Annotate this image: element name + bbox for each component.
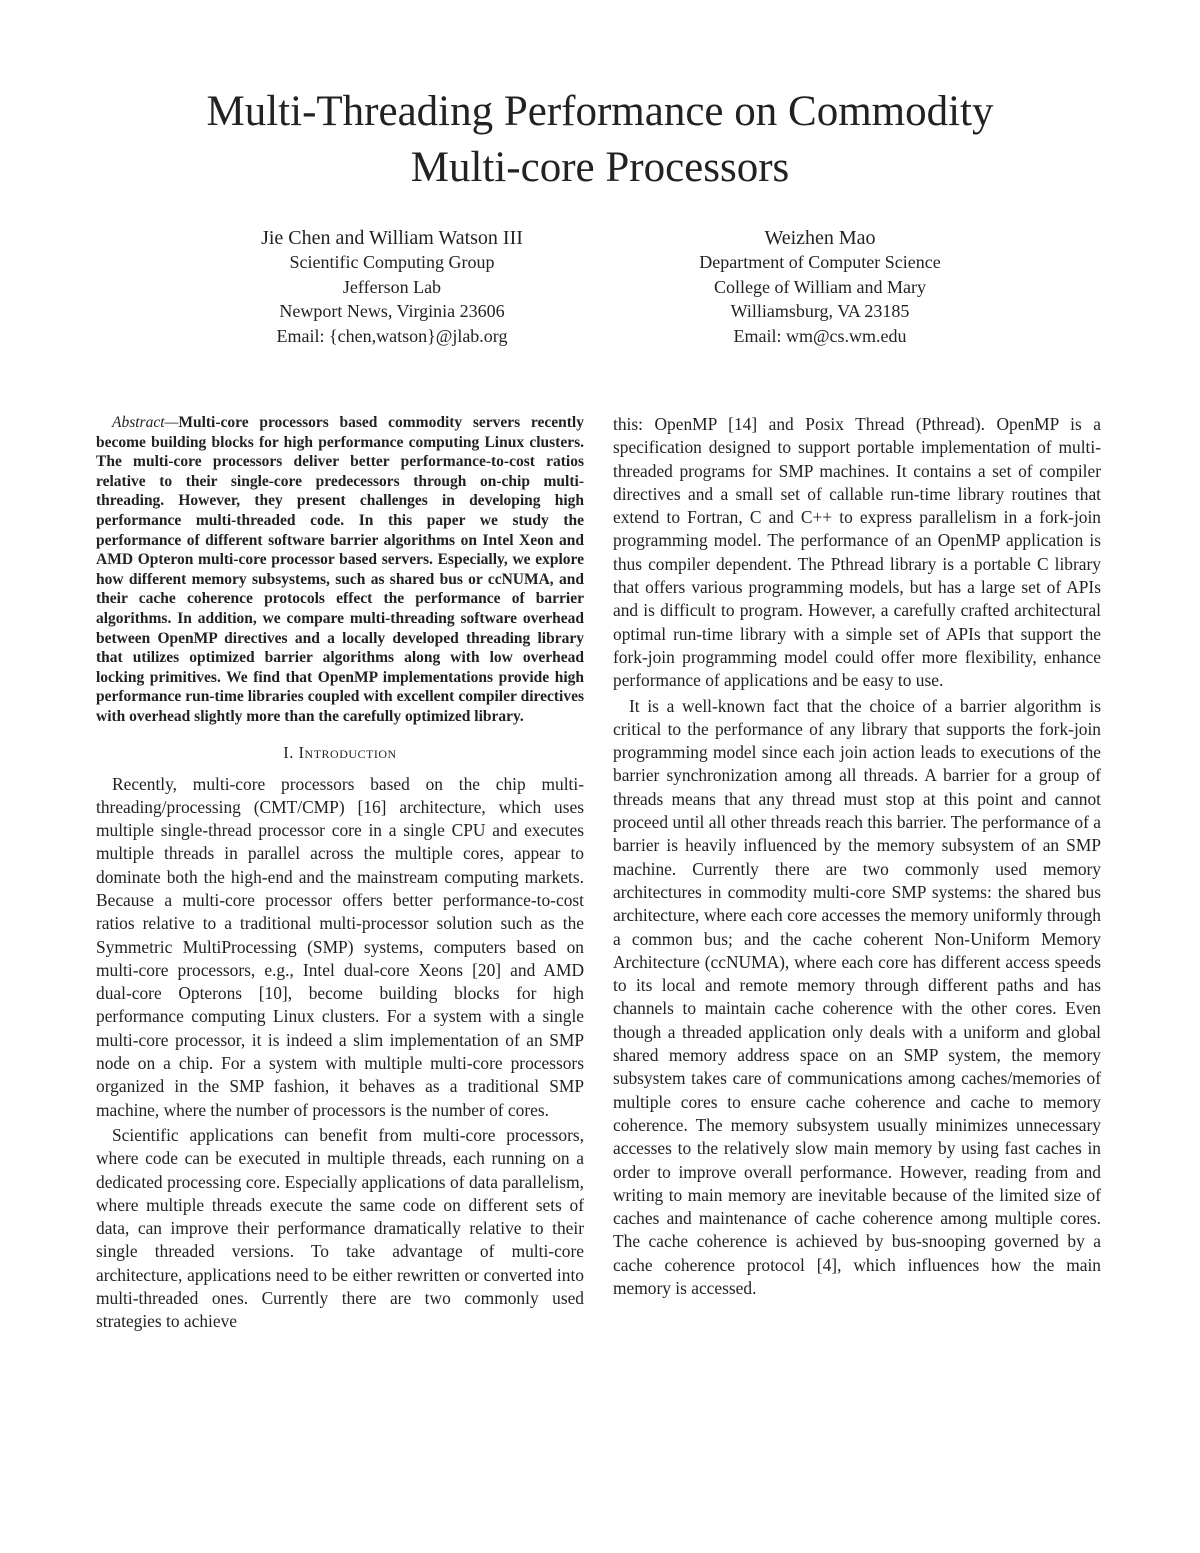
intro-paragraph-2: Scientific applications can benefit from multi-core processors, where code can be executed in multiple threads, each running on a dedicated processing core. Especially applications of data parallelism, where multiple threads execute the same code on different sets of data, can improve their performance dramatically relative to their single threaded versions. To take advantage of multi-core architecture, applications need to be either rewritten or converted into multi-threaded ones. Currently there are two commonly used strategies to achieve bbox=[96, 1124, 584, 1332]
abstract: Abstract—Multi-core processors based commodity servers recently become building blocks for high performance computing Linux clusters. The multi-core processors deliver better performance-to-cost ratios relative to their single-core predecessors through on-chip multi-threading. However, they present challenges in developing high performance multi-threaded code. In this paper we study the performance of different software barrier algorithms on Intel Xeon and AMD Opteron multi-core processor based servers. Especially, we explore how different memory subsystems, such as shared bus or ccNUMA, and their cache coherence protocols effect the performance of barrier algorithms. In addition, we compare multi-threading software overhead between OpenMP directives and a locally developed threading library that utilizes optimized barrier algorithms along with low overhead locking primitives. We find that OpenMP implementations provide high performance run-time libraries coupled with excellent compiler directives with overhead slightly more than the carefully optimized library. bbox=[96, 414, 584, 725]
intro-paragraph-1: Recently, multi-core processors based on the chip multi-threading/processing (CMT/CMP) [16] architecture, which uses multiple single-thread processor core in a single CPU and executes multiple threads in parallel across the multiple cores, appear to dominate both the high-end and the mainstream computing markets. Because a multi-core processor offers better performance-to-cost ratios relative to a traditional multi-processor solution such as the Symmetric MultiProcessing (SMP) systems, computers based on multi-core processors, e.g., Intel dual-core Xeons [20] and AMD dual-core Opterons [10], become building blocks for high performance computing Linux clusters. For a system with a single multi-core processor, it is indeed a slim implementation of an SMP node on a chip. For a system with multiple multi-core processors organized in the SMP fashion, it behaves as a traditional SMP machine, where the number of processors is the number of cores. bbox=[96, 773, 584, 1120]
intro-paragraph-continued: this: OpenMP [14] and Posix Thread (Pthread). OpenMP is a specification designed to support portable implementation of multi-threaded programs for SMP machines. It contains a set of compiler directives and a small set of callable run-time library routines that extend to Fortran, C and C++ to express parallelism in a fork-join programming model. The performance of an OpenMP application is thus compiler dependent. The Pthread library is a portable C library that offers various programming models, but has a large set of APIs and is difficult to program. However, a carefully crafted architectural optimal run-time library with a simple set of APIs that support the fork-join programming model could offer more flexibility, enhance performance of applications and be easy to use. bbox=[613, 414, 1101, 691]
author-affiliation-college: College of William and Mary bbox=[714, 276, 926, 297]
right-column bbox=[613, 413, 1101, 1300]
author-address: Newport News, Virginia 23606 bbox=[279, 301, 505, 321]
abstract-text: Multi-core processors based commodity servers recently become building blocks for high performance computing Linux clusters. The multi-core processors deliver better performance-to-cost ratios relative to their single-core predecessors through on-chip multi-threading. However, they present challenges in developing high performance multi-threaded code. In this paper we study the performance of different software barrier algorithms on Intel Xeon and AMD Opteron multi-core processor based servers. Especially, we explore how different memory subsystems, such as shared bus or ccNUMA, and their cache coherence protocols effect the performance of barrier algorithms. In addition, we compare multi-threading software overhead between OpenMP directives and a locally developed threading library that utilizes optimized barrier algorithms along with low overhead locking primitives. We find that OpenMP implementations provide high performance run-time libraries coupled with excellent compiler directives with overhead slightly more than the carefully optimized library. bbox=[96, 414, 584, 725]
author-names: Jie Chen and William Watson III bbox=[261, 227, 523, 249]
author-email: Email: wm@cs.wm.edu bbox=[733, 325, 907, 346]
section-heading-introduction bbox=[96, 743, 584, 763]
title-line-1: Multi-Threading Performance on Commodity bbox=[206, 88, 994, 135]
section-number: I. bbox=[283, 742, 294, 762]
author-affiliation-lab: Jefferson Lab bbox=[342, 276, 442, 297]
intro-paragraph-3: It is a well-known fact that the choice of a barrier algorithm is critical to the performance of any library that supports the fork-join programming model since each join action leads to executions of the barrier synchronization among all threads. A barrier for a group of threads means that any thread must stop at this point and cannot proceed until all other threads reach this barrier. The performance of a barrier is heavily influenced by the memory subsystem of an SMP machine. Currently there are two commonly used memory architectures in commodity multi-core SMP systems: the shared bus architecture, where each core accesses the memory uniformly through a common bus; and the cache coherent Non-Uniform Memory Architecture (ccNUMA), where each core has different access speeds to its local and remote memory through different paths and has channels to maintain cache coherence with the other cores. Even though a threaded application only deals with a uniform and global shared memory address space on an SMP system, the memory subsystem takes care of communications among caches/memories of multiple cores to ensure cache coherence and cache to memory coherence. The memory subsystem usually minimizes unnecessary accesses to the relatively slow main memory by using fast caches in order to improve overall performance. However, reading from and writing to main memory are inevitable because of the limited size of caches and maintenance of cache coherence among multiple cores. The cache coherence is achieved by bus-snooping governed by a cache coherence protocol [4], which influences how the main memory is accessed. bbox=[613, 695, 1101, 1298]
left-column bbox=[96, 413, 584, 1334]
author-email: Email: {chen,watson}@jlab.org bbox=[276, 325, 508, 346]
author-block-wm bbox=[590, 226, 1050, 348]
author-block-jlab bbox=[162, 226, 622, 348]
author-address: Williamsburg, VA 23185 bbox=[730, 301, 910, 321]
title-line-2: Multi-core Processors bbox=[410, 144, 790, 191]
section-title: Introduction bbox=[298, 742, 397, 762]
author-names: Weizhen Mao bbox=[764, 227, 876, 249]
author-affiliation-dept: Department of Computer Science bbox=[699, 252, 941, 272]
author-affiliation-group: Scientific Computing Group bbox=[289, 252, 495, 272]
paper-title bbox=[100, 84, 1100, 196]
abstract-label: Abstract bbox=[112, 414, 165, 431]
